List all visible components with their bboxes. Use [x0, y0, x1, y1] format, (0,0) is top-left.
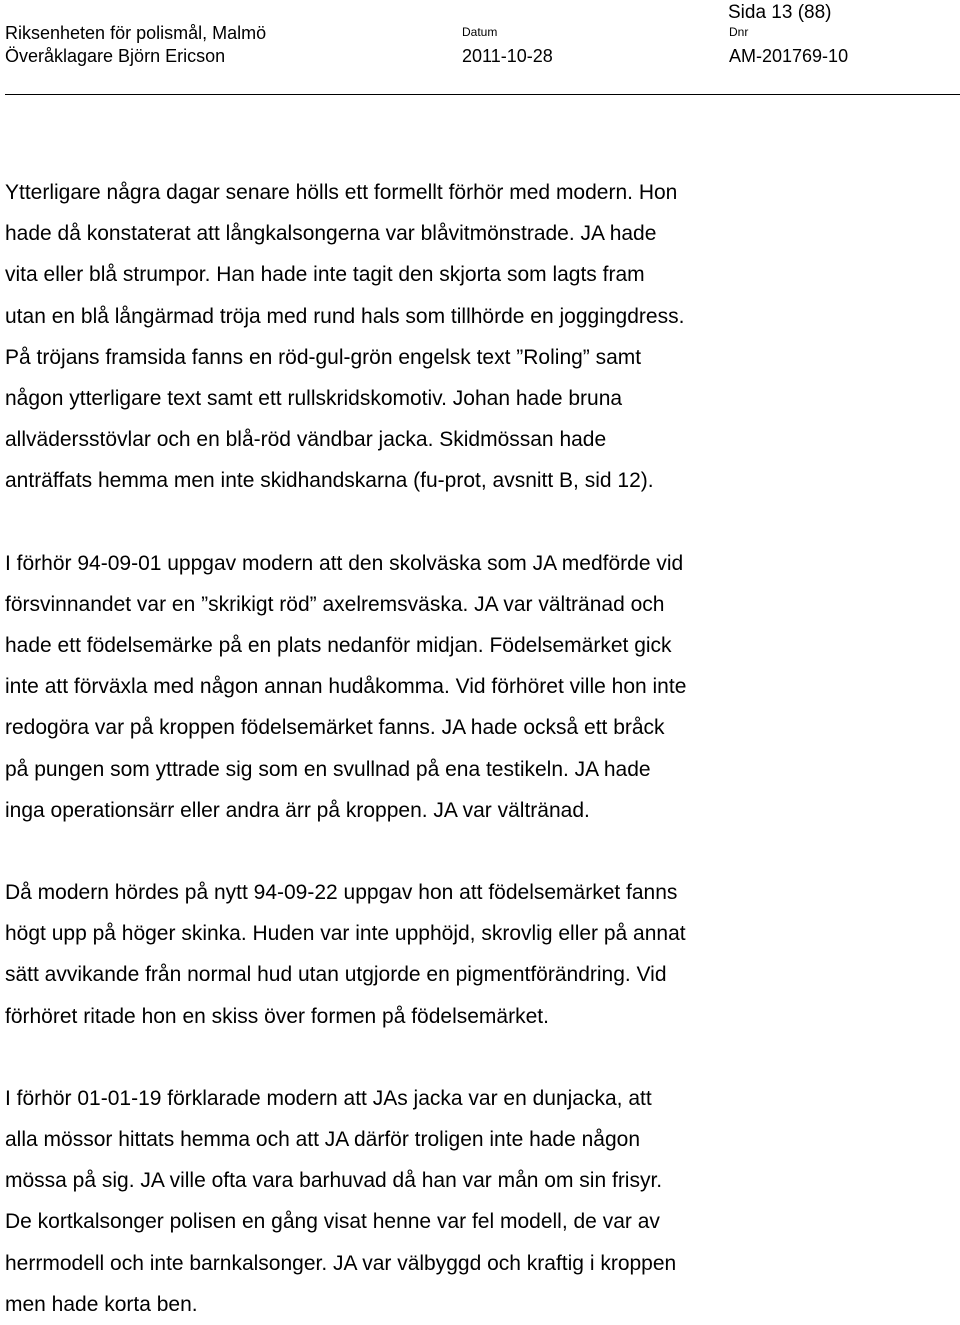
- document-body: [5, 172, 955, 1325]
- header-divider: [5, 94, 960, 95]
- dnr-value: AM-201769-10: [729, 46, 849, 66]
- date-value: 2011-10-28: [462, 46, 553, 66]
- organization-name: Riksenheten för polismål, Malmö: [5, 23, 267, 43]
- paragraph: Då modern hördes på nytt 94-09-22 uppgav hon att födelsemärket fanns högt upp på höger skinka. Huden var inte upphöjd, skrovlig eller på annat sätt avvikande från normal hud utan utgjorde en pigmentförändring. Vid förhöret ritade hon en skiss över formen på födelsemärket.: [5, 881, 686, 1028]
- page-number: Sida 13 (88): [728, 2, 832, 23]
- date-label: Datum: [462, 25, 498, 39]
- paragraph: Ytterligare några dagar senare hölls ett formellt förhör med modern. Hon hade då konstaterat att långkalsongerna var blåvitmönstrade. JA hade vita eller blå strumpor. Han hade inte tagit den skjorta som lagts fram utan en blå långärmad tröja med rund hals som tillhörde en joggingdress. På tröjans framsida fanns en röd-gul-grön engelsk text ”Roling” samt någon ytterligare text samt ett rullskridskomotiv. Johan hade bruna allvädersstövlar och en blå-röd vändbar jacka. Skidmössan hade anträffats hemma men inte skidhandskarna (fu-prot, avsnitt B, sid 12).: [5, 181, 685, 493]
- paragraph: I förhör 01-01-19 förklarade modern att JAs jacka var en dunjacka, att alla mössor hittats hemma och att JA därför troligen inte hade någon mössa på sig. JA ville ofta vara barhuvad då han var mån om sin frisyr. De kortkalsonger polisen en gång visat henne var fel modell, de var av herrmodell och inte barnkalsonger. JA var välbyggd och kraftig i kroppen men hade korta ben.: [5, 1086, 677, 1316]
- author-name: Överåklagare Björn Ericson: [5, 46, 226, 66]
- dnr-label: Dnr: [729, 25, 749, 39]
- paragraph: I förhör 94-09-01 uppgav modern att den skolväska som JA medförde vid försvinnandet var en ”skrikigt röd” axelremsväska. JA var vältränad och hade ett födelsemärke på en plats nedanför midjan. Födelsemärket gick inte att förväxla med någon annan hudåkomma. Vid förhöret ville hon inte redogöra var på kroppen födelsemärket fanns. JA hade också ett bråck på pungen som yttrade sig som en svullnad på ena testikeln. JA hade inga operationsärr eller andra ärr på kroppen. JA var vältränad.: [5, 551, 687, 822]
